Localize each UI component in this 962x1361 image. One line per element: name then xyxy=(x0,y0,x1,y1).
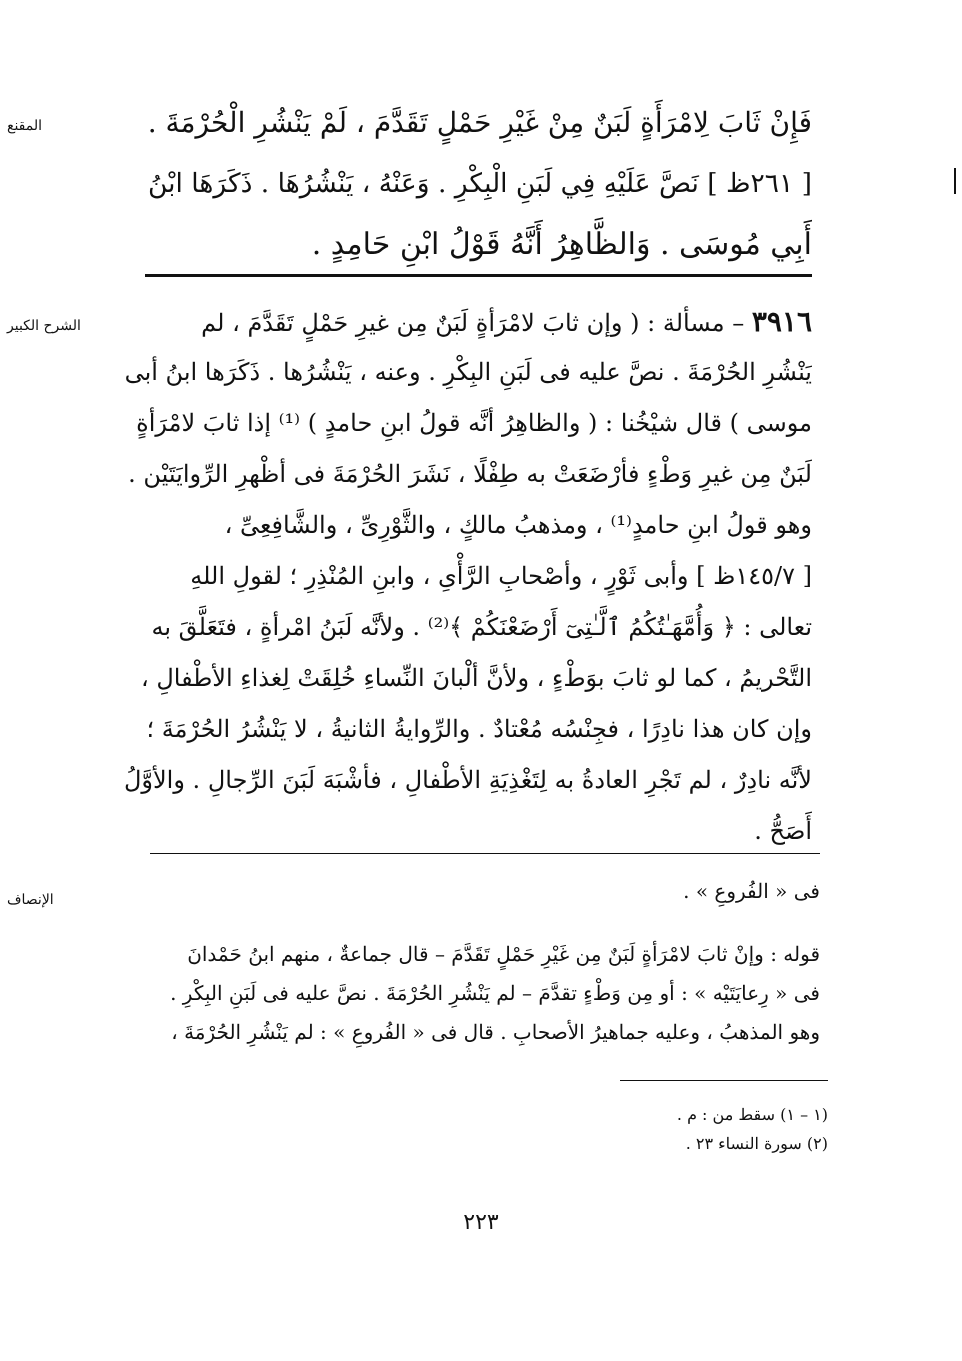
footnotes xyxy=(560,1100,828,1158)
section-label-muqni: المقنع xyxy=(7,118,43,134)
footnote: (٢) سورة النساء ٢٣ . xyxy=(685,1134,828,1153)
sharh-line xyxy=(118,296,812,347)
sharh-line: التَّحْريمُ ، كما لو ثابَ بوَطْءٍ ، ولأنَّ ألْبانَ النِّساءِ خُلِقَتْ لِغذاءِ الأطْفالِ ، xyxy=(140,664,812,692)
section-label-sharh: الشرح الكبير xyxy=(7,318,81,334)
section-divider-thick xyxy=(145,274,812,277)
sharh-line: يَنْشُرِ الحُرْمَةَ . نصَّ عليه فى لَبَنِ البِكْرِ . وعنه ، يَنْشُرُها . ذَكَرَها ابنُ أبى xyxy=(124,358,812,386)
insaf-line: فى « رِعايَتَيْه » : أو مِن وَطْءٍ تقدَّمَ – لم يَنْشُرِ الحُرْمَةَ . نصَّ عليه فى لَبَنِ البِكْرِ . xyxy=(170,981,820,1005)
sharh-line: وهو قولُ ابنِ حامدٍ⁽¹⁾ ، ومذهبُ مالكٍ ، والثَّوْرِىِّ ، والشَّافِعِىِّ ، xyxy=(224,511,812,539)
sharh-line: تعالى : ﴿ وَأُمَّهَـٰتُكُمُ ٱلَّـٰتِىٓ أَرْضَعْنَكُمْ ﴾⁽²⁾ . ولأنَّه لَبَنُ امْرأةٍ ، فتَعَلَّقَ به xyxy=(151,613,812,641)
sharh-text-block xyxy=(118,296,812,857)
paragraph-gap xyxy=(150,911,820,935)
page-number: ٢٢٣ xyxy=(463,1210,499,1235)
insaf-line: وهو المذهبُ ، وعليه جماهيرُ الأصحابِ . قال فى « الفُروعِ » : لم يَنْشُرِ الحُرْمَةَ ، xyxy=(171,1020,820,1044)
muqni-line: [ ٢٦١ظ ] نَصَّ عَلَيْهِ فِي لَبَنِ الْبِكْرِ . وَعَنْهُ ، يَنْشُرُهَا . ذَكَرَهَا ابْنُ xyxy=(147,168,812,199)
sharh-line: أَصَحُّ . xyxy=(754,817,812,845)
footnote: (١ – ١) سقط من : م . xyxy=(676,1105,828,1124)
sharh-line: موسى ) قال شيْخُنا : ( والظاهِرُ أنَّه قولُ ابنِ حامدٍ ) ⁽¹⁾ إذا ثابَ لامْرَأةٍ xyxy=(136,409,812,437)
insaf-text-block xyxy=(150,872,820,1052)
sharh-line: لأنَّه نادِرٌ ، لم تَجْرِ العادةُ به لِتَغْذِيَةِ الأطْفالِ ، فأشْبَهَ لَبَنَ الرِّجالِ . والأوَّلُ xyxy=(123,766,812,794)
section-divider xyxy=(150,853,820,854)
muqni-line: فَإِنْ ثَابَ لِامْرَأَةٍ لَبَنٌ مِنْ غَيْرِ حَمْلٍ تَقَدَّمَ ، لَمْ يَنْشُرِ الْحُرْمَةَ . xyxy=(147,106,812,139)
insaf-line: قوله : وإنْ ثابَ لامْرَأةٍ لَبَنٌ مِن غَيْرِ حَمْلٍ تَقَدَّمَ – قال جماعةٌ ، منهم ابنُ حَمْدانَ xyxy=(187,942,820,966)
section-label-insaf: الإنصاف xyxy=(7,892,54,908)
sharh-line: [ ١٤٥/٧ظ ] وأبى ثَوْرٍ ، وأصْحابِ الرَّأْىِ ، وابنِ المُنْذِرِ ؛ لقولِ اللهِ xyxy=(190,562,812,590)
muqni-text-block xyxy=(140,92,812,275)
muqni-line: أَبِي مُوسَى . وَالظَّاهِرُ أَنَّهُ قَوْلُ ابْنِ حَامِدٍ . xyxy=(311,227,812,262)
footnote-divider xyxy=(620,1080,828,1081)
insaf-line: فى « الفُروعِ » . xyxy=(683,879,820,903)
issue-number: ٣٩١٦ xyxy=(751,305,812,338)
sharh-line: وإن كان هذا نادِرًا ، فجِنْسُه مُعْتادٌ . والرِّوايةُ الثانيةُ ، لا يَنْشُرُ الحُرْمَةَ ؛ xyxy=(146,715,812,743)
sharh-line-text: – مسألة : ( وإن ثابَ لامْرَأةٍ لَبَنٌ مِن غيرِ حَمْلٍ تَقَدَّمَ ، لم xyxy=(201,309,752,337)
margin-mark xyxy=(954,168,956,194)
sharh-line: لَبَنٌ مِن غيرِ وَطْءٍ فأرْضَعَتْ به طِفْلًا ، نَشَرَ الحُرْمَةَ فى أظْهرِ الرِّوايَتَيْن . xyxy=(128,460,812,488)
